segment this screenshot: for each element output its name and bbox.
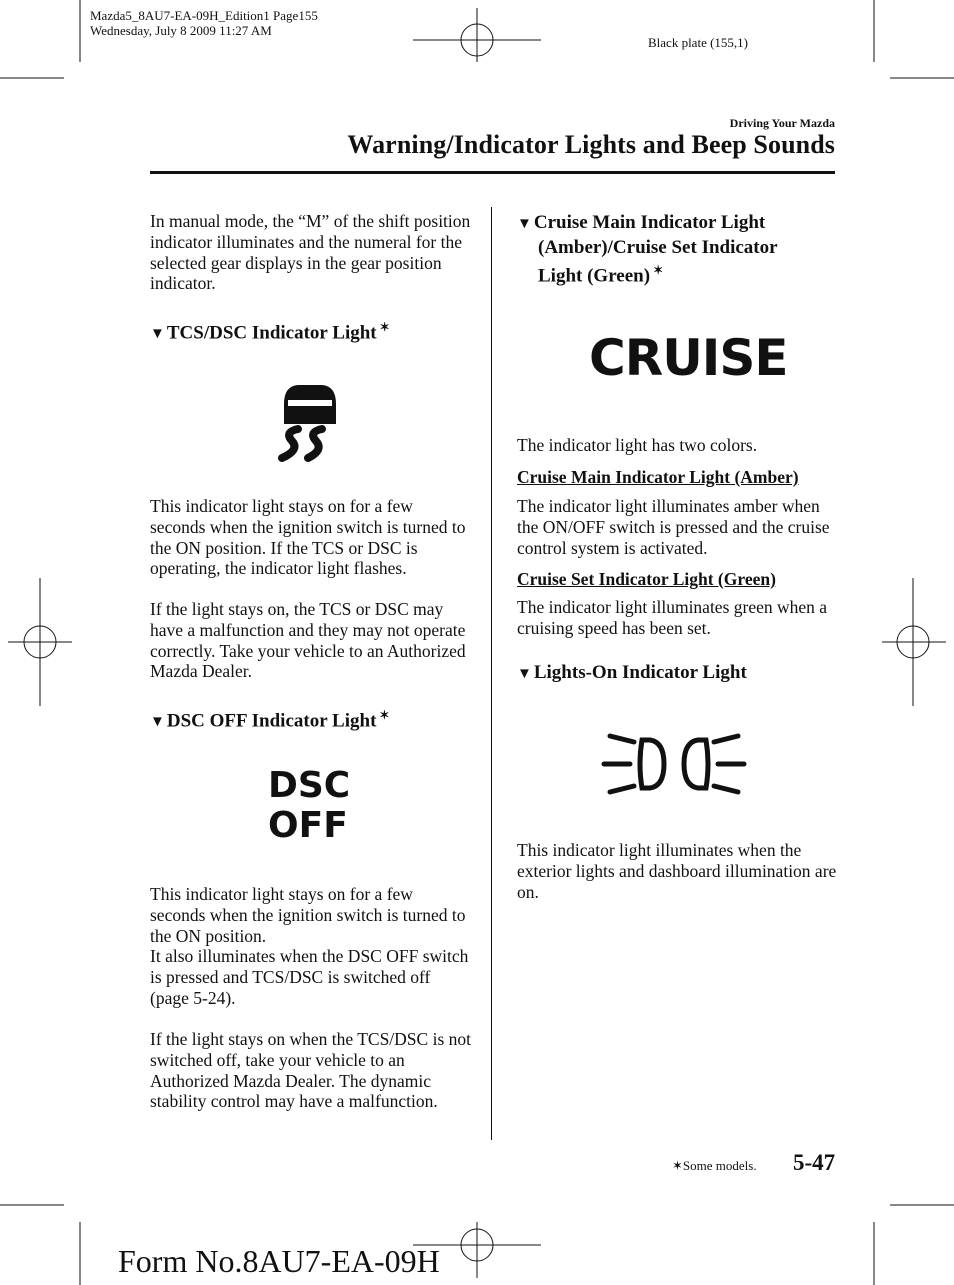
cruise-set-subheading: Cruise Set Indicator Light (Green)	[517, 569, 776, 589]
print-timestamp: Wednesday, July 8 2009 11:27 AM	[90, 23, 272, 38]
cruise-heading-line-3	[517, 259, 837, 287]
print-plate: Black plate (155,1)	[648, 35, 748, 50]
cruise-icon: CRUISE	[589, 329, 788, 387]
section-label: Driving Your Mazda	[729, 116, 835, 130]
cruise-heading-line-3-text: Light (Green)	[538, 265, 651, 287]
cruise-main-subheading: Cruise Main Indicator Light (Amber)	[517, 467, 799, 487]
asterisk-icon: ✶	[379, 708, 390, 722]
dsc-off-paragraph-1	[150, 884, 472, 1009]
footnote-text: Some models.	[682, 1158, 757, 1173]
dsc-off-heading-text: DSC OFF Indicator Light	[166, 710, 377, 732]
cruise-heading	[517, 211, 837, 287]
dsc-off-paragraph-1b: It also illuminates when the DSC OFF switch is pressed and TCS/DSC is switched off (page 5-24).	[150, 946, 469, 1008]
asterisk-icon: ✶	[379, 320, 390, 334]
cruise-heading-line-1	[517, 211, 837, 236]
column-divider	[491, 207, 492, 1140]
triangle-marker-icon: ▼	[150, 326, 165, 343]
triangle-marker-icon: ▼	[150, 714, 165, 731]
dsc-off-icon-line-1: DSC	[268, 765, 351, 806]
tcs-heading	[150, 316, 480, 346]
lights-on-heading	[517, 661, 837, 686]
dsc-off-icon-line-2: OFF	[268, 805, 348, 846]
lights-on-heading-text: Lights-On Indicator Light	[533, 662, 747, 683]
dsc-off-icon	[268, 766, 350, 846]
tcs-skid-car-icon	[274, 380, 346, 462]
tcs-paragraph-1: This indicator light stays on for a few seconds when the ignition switch is turned to the ON position. If the TCS or DSC is operating, the indicator light flashes.	[150, 496, 466, 579]
dsc-off-paragraph-2: If the light stays on when the TCS/DSC is not switched off, take your vehicle to an Authorized Mazda Dealer. The dynamic stability control may have a malfunction.	[150, 1029, 471, 1112]
print-file-name: Mazda5_8AU7-EA-09H_Edition1 Page155	[90, 8, 318, 23]
asterisk-icon: ✶	[672, 1158, 683, 1173]
intro-paragraph: In manual mode, the “M” of the shift position indicator illuminates and the numeral for the selected gear displays in the gear position indicator.	[150, 211, 471, 294]
triangle-marker-icon: ▼	[517, 666, 532, 682]
cruise-paragraph-1: The indicator light has two colors.	[517, 435, 758, 455]
triangle-marker-icon: ▼	[517, 216, 532, 232]
title-rule	[150, 171, 835, 174]
cruise-set-paragraph: The indicator light illuminates green when a cruising speed has been set.	[517, 597, 828, 638]
print-file-info	[90, 8, 318, 38]
cruise-heading-line-1-text: Cruise Main Indicator Light	[533, 212, 766, 233]
lights-on-paragraph: This indicator light illuminates when the exterior lights and dashboard illumination are on.	[517, 840, 837, 902]
asterisk-icon: ✶	[653, 263, 664, 277]
form-number: Form No.8AU7-EA-09H	[118, 1243, 440, 1279]
footnote	[672, 1158, 757, 1174]
cruise-main-paragraph: The indicator light illuminates amber when the ON/OFF switch is pressed and the cruise control system is activated.	[517, 496, 830, 558]
page-number: 5-47	[793, 1150, 836, 1175]
tcs-heading-text: TCS/DSC Indicator Light	[166, 322, 377, 344]
dsc-off-paragraph-1a: This indicator light stays on for a few seconds when the ignition switch is turned to the ON position.	[150, 884, 466, 946]
tcs-paragraph-2: If the light stays on, the TCS or DSC may have a malfunction and they may not operate correctly. Take your vehicle to an Authorized Mazda Dealer.	[150, 599, 466, 682]
lights-on-icon	[600, 728, 748, 800]
dsc-off-heading	[150, 704, 480, 734]
page-title: Warning/Indicator Lights and Beep Sounds	[347, 130, 835, 159]
cruise-heading-line-2: (Amber)/Cruise Set Indicator	[538, 237, 778, 258]
